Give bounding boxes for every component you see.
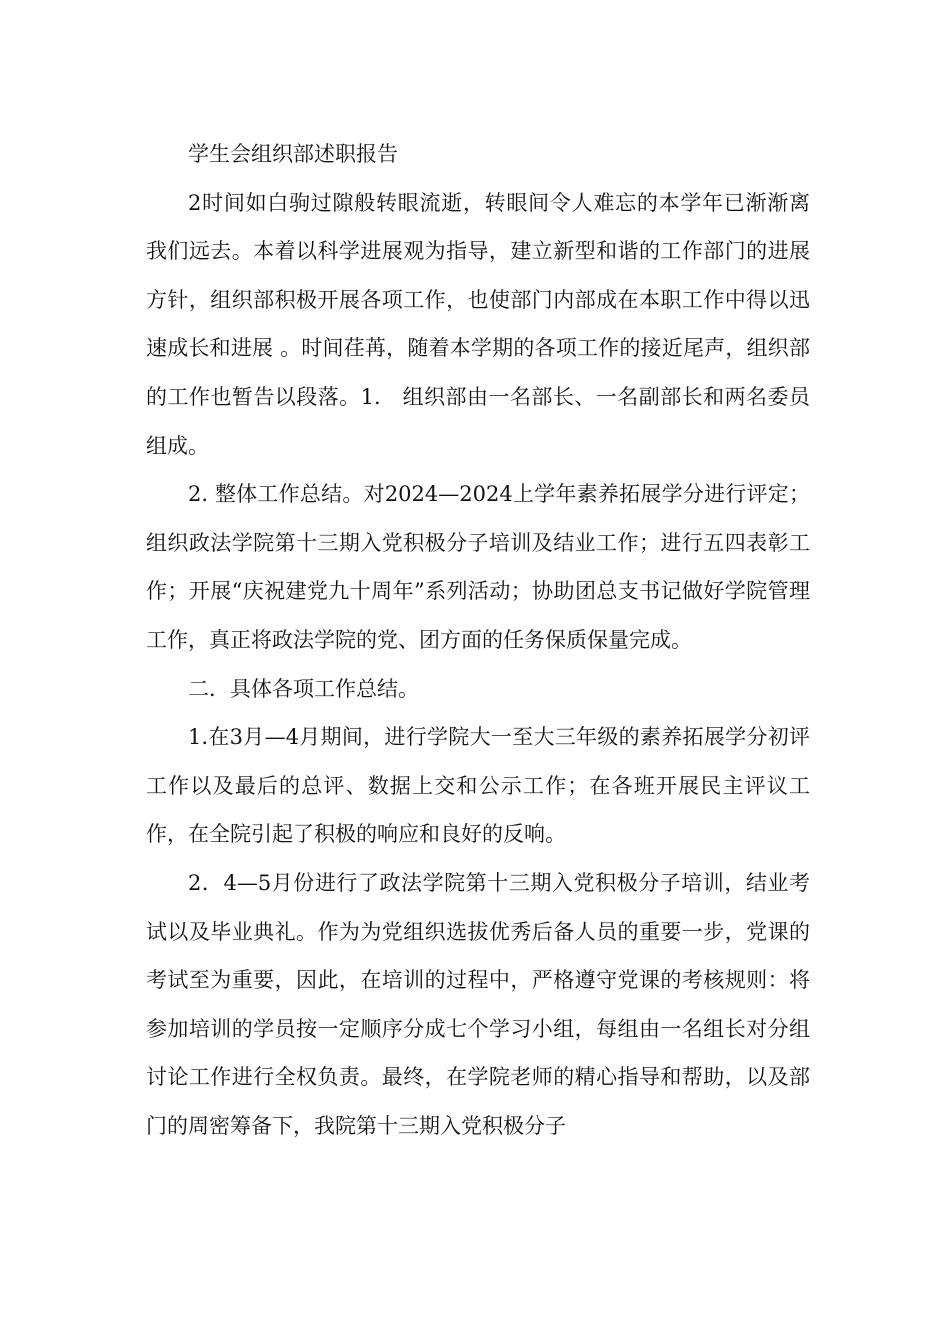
document-title: 学生会组织部述职报告 <box>188 142 398 166</box>
paragraph-item-1: 1.在3月—4月期间，进行学院大一至大三年级的素养拓展学分初评工作以及最后的总评、数据上交和公示工作；在各班开展民主评议工作，在全院引起了积极的响应和良好的反响。 <box>146 725 810 847</box>
paragraph-overall-summary: 2. 整体工作总结。对2024—2024上学年素养拓展学分进行评定；组织政法学院第十三期入党积极分子培训及结业工作；进行五四表彰工作；开展“庆祝建党九十周年”系列活动；协助团总支书记做好学院管理工作，真正将政法学院的党、团方面的任务保质保量完成。 <box>146 482 810 652</box>
paragraph-item-2: 2．4—5月份进行了政法学院第十三期入党积极分子培训，结业考试以及毕业典礼。作为为党组织选拔优秀后备人员的重要一步，党课的考试至为重要，因此，在培训的过程中，严格遵守党课的考核规则：将参加培训的学员按一定顺序分成七个学习小组，每组由一名组长对分组讨论工作进行全权负责。最终，在学院老师的精心指导和帮助，以及部门的周密筹备下，我院第十三期入党积极分子 <box>146 870 810 1138</box>
paragraph-section-heading: 二．具体各项工作总结。 <box>188 676 419 701</box>
paragraph-intro: 2时间如白驹过隙般转眼流逝，转眼间令人难忘的本学年已渐渐离我们远去。本着以科学进展观为指导，建立新型和谐的工作部门的进展方针，组织部积极开展各项工作，也使部门内部成在本职工作中得以迅速成长和进展 。时间荏苒，随着本学期的各项工作的接近尾声，组织部的工作也暂告以段落。1. 组织部由一名部长、一名副部长和两名委员组成。 <box>146 190 810 458</box>
document-body <box>146 130 810 1150</box>
